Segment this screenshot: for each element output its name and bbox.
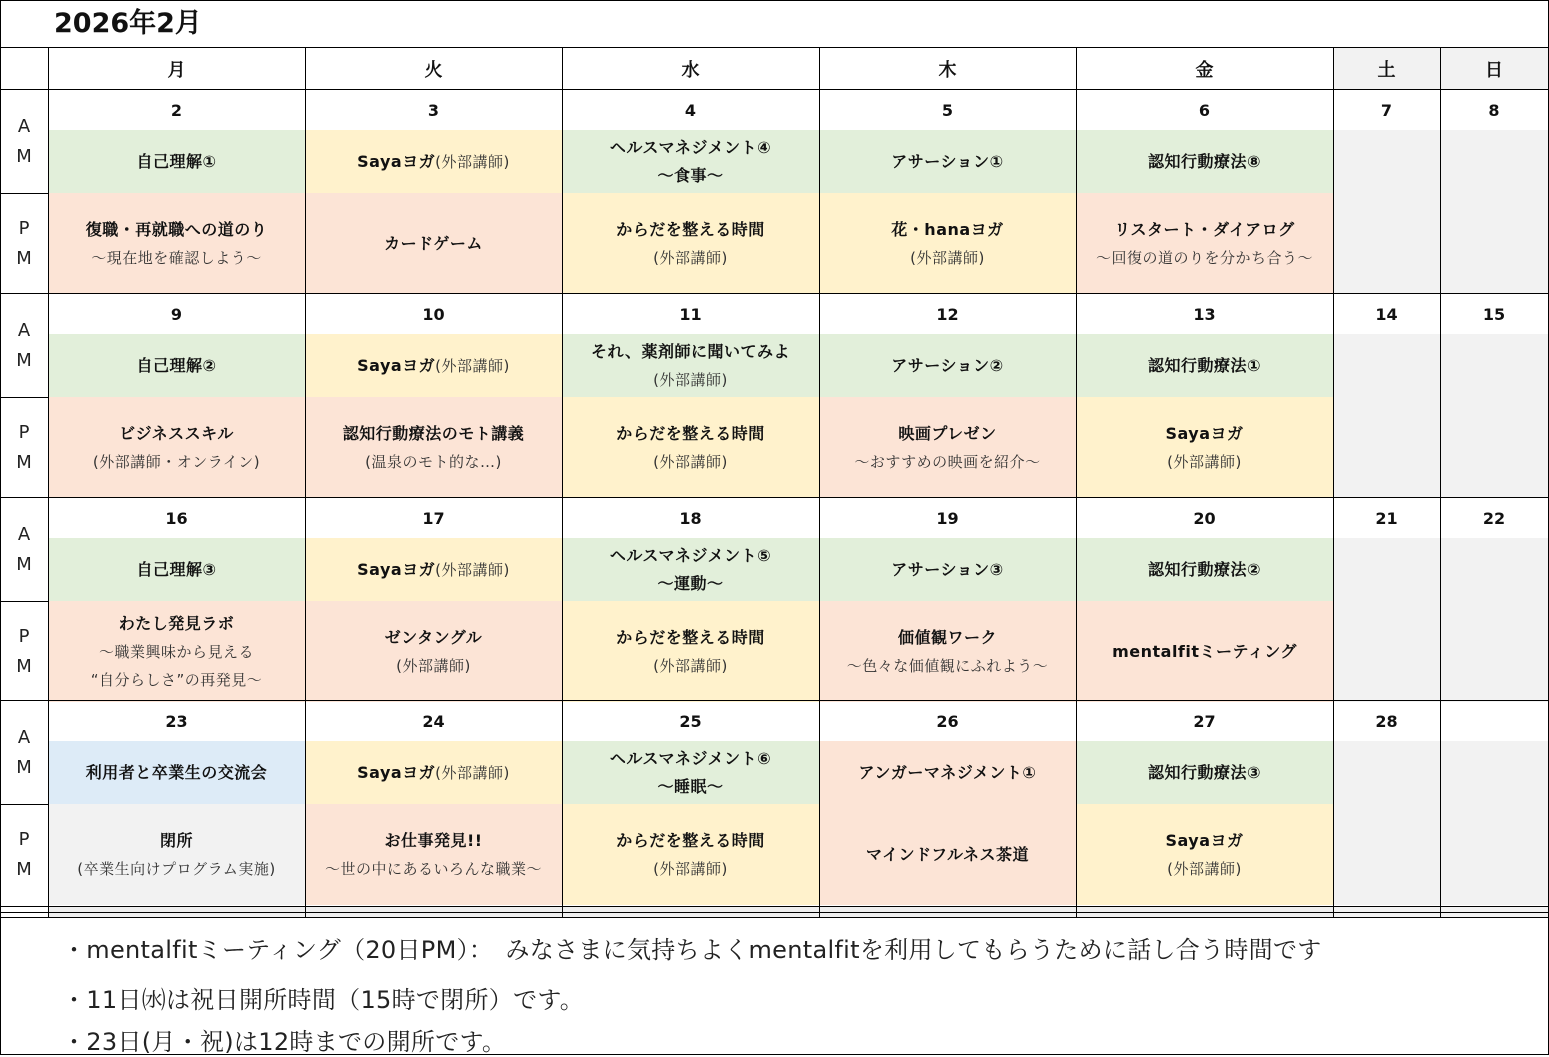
grid-line — [0, 89, 1549, 90]
am-label-char: M — [16, 553, 32, 575]
program-subtitle: (外部講師) — [653, 370, 728, 389]
grid-line — [0, 601, 48, 602]
program-title — [86, 216, 268, 244]
program-cell — [562, 397, 819, 498]
weekend-empty-cell — [1440, 130, 1548, 294]
program-cell — [1076, 397, 1333, 498]
program-title-text: からだを整える時間 — [616, 423, 765, 443]
program-cell — [48, 193, 305, 294]
program-cell — [819, 193, 1076, 294]
program-cell — [48, 334, 305, 397]
grid-line — [0, 397, 48, 398]
program-note: (外部講師) — [435, 356, 510, 375]
program-title-text: カードゲーム — [384, 233, 483, 253]
weekend-empty-cell — [1333, 741, 1440, 905]
program-cell — [562, 193, 819, 294]
program-cell — [562, 538, 819, 601]
program-cell — [819, 130, 1076, 193]
am-label-char: M — [16, 349, 32, 371]
program-title-text: Sayaヨガ — [357, 355, 436, 375]
program-cell — [562, 601, 819, 702]
program-title — [1114, 216, 1294, 244]
date-number: 22 — [1482, 508, 1506, 528]
grid-line — [0, 700, 1549, 701]
program-cell — [305, 538, 562, 601]
program-title — [384, 230, 483, 258]
weekend-empty-cell — [1440, 538, 1548, 702]
date-number: 19 — [936, 508, 959, 528]
program-title — [891, 216, 1003, 244]
grid-line — [819, 47, 820, 918]
program-title-text: からだを整える時間 — [616, 219, 765, 239]
grid-line — [0, 497, 1549, 498]
program-subtitle: (卒業生向けプログラム実施) — [77, 859, 276, 878]
program-title — [357, 148, 510, 176]
program-title-text: それ、薬剤師に聞いてみよ — [591, 341, 790, 361]
program-cell — [305, 601, 562, 702]
program-title-text: 映画プレゼン — [898, 423, 997, 443]
program-title-text: アンガーマネジメント① — [858, 762, 1037, 782]
program-title — [119, 610, 235, 638]
program-title-text: 自己理解② — [136, 355, 217, 375]
date-number: 15 — [1482, 304, 1506, 324]
grid-line — [0, 0, 1, 1055]
program-title-text: ヘルスマネジメント⑤ — [609, 545, 772, 565]
program-subtitle: (外部講師) — [1167, 452, 1242, 471]
date-number: 28 — [1375, 711, 1398, 731]
am-label — [0, 701, 48, 804]
program-title — [1148, 759, 1261, 787]
program-cell — [305, 397, 562, 498]
program-title — [1148, 352, 1261, 380]
weekend-empty-cell — [1333, 538, 1440, 702]
program-cell — [48, 538, 305, 601]
program-cell — [1076, 193, 1333, 294]
grid-line — [0, 912, 1549, 913]
weekday-header: 日 — [1440, 48, 1548, 90]
program-title-text: 価値観ワーク — [897, 627, 997, 647]
program-title-text: mentalfitミーティング — [1112, 641, 1297, 661]
date-number — [1440, 701, 1548, 741]
program-title — [86, 759, 268, 787]
am-label-char: M — [16, 756, 32, 778]
pm-label-char: M — [16, 858, 32, 880]
page-title: 2026年2月 — [54, 8, 202, 39]
program-note: (外部講師) — [435, 560, 510, 579]
footnote: ・mentalfitミーティング（20日PM）： みなさまに気持ちよくmentalfitを利用してもらうために話し合う時間です — [62, 936, 1322, 964]
weekday-header: 金 — [1076, 48, 1333, 90]
pm-label-char: P — [18, 828, 30, 850]
pm-label-char: P — [18, 625, 30, 647]
program-title — [1165, 420, 1243, 448]
grid-line — [0, 0, 1549, 1]
program-title-text: からだを整える時間 — [616, 627, 765, 647]
date-number: 24 — [422, 711, 445, 731]
program-title-text: わたし発見ラボ — [118, 613, 235, 633]
program-title — [891, 148, 1003, 176]
program-title — [866, 841, 1029, 869]
am-label — [0, 498, 48, 601]
program-cell — [48, 741, 305, 804]
program-title-text: 認知行動療法② — [1147, 559, 1262, 579]
program-subtitle: ～回復の道のりを分かち合う～ — [1095, 248, 1313, 267]
program-title — [384, 827, 482, 855]
pm-label — [0, 601, 48, 702]
pm-label-char: M — [16, 655, 32, 677]
date-number: 18 — [679, 508, 702, 528]
footnote: ・23日(月・祝)は12時までの開所です。 — [62, 1028, 507, 1056]
am-label-char: A — [17, 726, 31, 748]
program-title — [610, 745, 771, 773]
program-title — [357, 759, 510, 787]
program-cell — [562, 804, 819, 905]
program-title — [343, 420, 525, 448]
program-cell — [562, 334, 819, 397]
program-title-text: 認知行動療法① — [1147, 355, 1262, 375]
weekend-empty-cell — [1333, 334, 1440, 498]
pm-label — [0, 397, 48, 498]
pm-label-char: P — [18, 421, 30, 443]
program-title-text: 花・hanaヨガ — [891, 219, 1004, 239]
program-subtitle: (外部講師) — [910, 248, 985, 267]
program-cell — [48, 804, 305, 905]
program-title-text: アサーション① — [891, 151, 1004, 171]
program-title — [591, 338, 790, 366]
program-title — [1165, 827, 1243, 855]
program-subtitle: ～運動～ — [657, 573, 724, 593]
program-cell — [305, 334, 562, 397]
program-title — [357, 556, 510, 584]
program-title — [891, 556, 1003, 584]
date-number: 27 — [1193, 711, 1216, 731]
weekday-header: 木 — [819, 48, 1076, 90]
grid-line — [1440, 47, 1441, 918]
program-cell — [819, 397, 1076, 498]
date-number: 13 — [1193, 304, 1216, 324]
program-cell — [305, 741, 562, 804]
date-number: 10 — [422, 304, 445, 324]
am-label-char: A — [17, 319, 31, 341]
date-number: 17 — [422, 508, 445, 528]
program-title — [119, 420, 234, 448]
date-number: 14 — [1375, 304, 1398, 324]
program-title-text: 認知行動療法③ — [1147, 762, 1262, 782]
program-title — [616, 827, 765, 855]
weekday-header: 水 — [562, 48, 819, 90]
weekday-header: 土 — [1333, 48, 1440, 90]
program-subtitle: (外部講師・オンライン) — [92, 452, 261, 471]
program-cell — [819, 741, 1076, 804]
program-title — [616, 624, 765, 652]
program-title-text: アサーション③ — [891, 559, 1004, 579]
program-title-text: アサーション② — [891, 355, 1004, 375]
program-title — [357, 352, 510, 380]
pm-label-char: P — [18, 217, 30, 239]
program-title — [385, 624, 483, 652]
program-title — [610, 542, 771, 570]
date-number: 8 — [1488, 100, 1500, 120]
program-subtitle: ～色々な価値観にふれよう～ — [846, 656, 1049, 675]
weekday-header: 月 — [48, 48, 305, 90]
program-title — [136, 556, 216, 584]
program-note: (外部講師) — [435, 152, 510, 171]
program-title-text: 閉所 — [159, 830, 193, 850]
program-cell — [819, 538, 1076, 601]
program-title-text: Sayaヨガ — [1165, 423, 1244, 443]
date-number: 5 — [941, 100, 954, 120]
program-cell — [1076, 741, 1333, 804]
grid-line — [0, 917, 1549, 918]
program-title — [610, 134, 771, 162]
am-label — [0, 90, 48, 193]
program-title — [1112, 638, 1297, 666]
program-title — [616, 420, 765, 448]
pm-label-char: M — [16, 247, 32, 269]
program-title-text: 認知行動療法⑧ — [1147, 151, 1262, 171]
program-cell — [1076, 804, 1333, 905]
program-subtitle: ～職業興味から見える — [98, 642, 254, 661]
program-title — [136, 352, 216, 380]
program-cell — [819, 334, 1076, 397]
program-title-text: Sayaヨガ — [357, 151, 436, 171]
weekend-empty-cell — [1333, 130, 1440, 294]
program-title-text: ゼンタングル — [384, 627, 483, 647]
program-title-text: ヘルスマネジメント⑥ — [609, 748, 772, 768]
program-cell — [562, 741, 819, 804]
grid-line — [1076, 47, 1077, 918]
program-title — [898, 420, 996, 448]
grid-line — [48, 47, 49, 918]
program-title — [1148, 148, 1261, 176]
grid-line — [305, 47, 306, 918]
program-cell — [48, 397, 305, 498]
program-title-text: 自己理解③ — [136, 559, 217, 579]
program-subtitle: (外部講師) — [653, 859, 728, 878]
program-subtitle: ～世の中にあるいろんな職業～ — [324, 859, 542, 878]
weekday-header: 火 — [305, 48, 562, 90]
program-subtitle: (外部講師) — [1167, 859, 1242, 878]
program-title — [1148, 556, 1261, 584]
am-label-char: A — [17, 523, 31, 545]
program-title-text: ビジネススキル — [119, 423, 234, 443]
date-number: 4 — [684, 100, 697, 120]
grid-line — [0, 193, 48, 194]
program-title-text: 復職・再就職への道のり — [85, 219, 268, 239]
grid-line — [0, 293, 1549, 294]
date-number: 11 — [679, 304, 702, 324]
am-label-char: A — [17, 115, 31, 137]
date-number: 12 — [936, 304, 959, 324]
pm-label — [0, 804, 48, 905]
program-title-text: 自己理解① — [136, 151, 217, 171]
date-number: 9 — [170, 304, 183, 324]
weekend-empty-cell — [1440, 741, 1548, 905]
program-title-text: 利用者と卒業生の交流会 — [85, 762, 268, 782]
program-title-text: Sayaヨガ — [357, 762, 436, 782]
date-number: 25 — [679, 711, 702, 731]
grid-line — [0, 804, 48, 805]
program-cell — [305, 804, 562, 905]
program-subtitle: (温泉のモト的な…) — [365, 452, 502, 471]
program-subtitle: (外部講師) — [396, 656, 471, 675]
program-title-text: ヘルスマネジメント④ — [609, 137, 772, 157]
grid-line — [562, 47, 563, 918]
program-cell — [305, 130, 562, 193]
date-number: 20 — [1193, 508, 1216, 528]
date-number: 6 — [1198, 100, 1211, 120]
program-note: (外部講師) — [435, 763, 510, 782]
am-label-char: M — [16, 145, 32, 167]
program-title — [898, 624, 997, 652]
program-cell — [48, 130, 305, 193]
program-title-text: リスタート・ダイアログ — [1114, 219, 1295, 239]
program-cell — [48, 601, 305, 702]
program-title — [859, 759, 1037, 787]
program-cell — [562, 130, 819, 193]
pm-label — [0, 193, 48, 294]
program-subtitle: ～おすすめの映画を紹介～ — [854, 452, 1041, 471]
program-subtitle: (外部講師) — [653, 248, 728, 267]
program-subtitle: ～食事～ — [657, 165, 724, 185]
program-subtitle: (外部講師) — [653, 452, 728, 471]
program-cell — [819, 601, 1076, 702]
program-cell — [819, 804, 1076, 905]
program-cell — [1076, 601, 1333, 702]
program-subtitle: ～現在地を確認しよう～ — [91, 248, 262, 267]
date-number: 3 — [427, 100, 440, 120]
program-cell — [1076, 334, 1333, 397]
program-title — [616, 216, 765, 244]
grid-line — [0, 47, 1549, 48]
program-title — [136, 148, 216, 176]
grid-line — [1333, 47, 1334, 918]
program-title-text: Sayaヨガ — [357, 559, 436, 579]
program-title — [160, 827, 193, 855]
program-subtitle: ～睡眠～ — [657, 776, 724, 796]
date-number: 23 — [165, 711, 188, 731]
date-number: 26 — [936, 711, 959, 731]
program-title — [891, 352, 1003, 380]
weekend-empty-cell — [1440, 334, 1548, 498]
program-subtitle: (外部講師) — [653, 656, 728, 675]
am-label — [0, 294, 48, 397]
pm-label-char: M — [16, 451, 32, 473]
footnote: ・11日㈬は祝日開所時間（15時で閉所）です。 — [62, 986, 585, 1014]
date-number: 16 — [165, 508, 188, 528]
program-title-text: からだを整える時間 — [616, 830, 765, 850]
program-cell — [1076, 130, 1333, 193]
program-subtitle: “自分らしさ”の再発見～ — [90, 670, 263, 689]
program-cell — [1076, 538, 1333, 601]
program-title-text: お仕事発見!! — [384, 830, 483, 850]
program-cell — [305, 193, 562, 294]
program-title-text: 認知行動療法のモト講義 — [342, 423, 525, 443]
date-number: 2 — [170, 100, 183, 120]
date-number: 7 — [1380, 100, 1393, 120]
program-title-text: マインドフルネス茶道 — [865, 844, 1030, 864]
grid-line — [0, 906, 1549, 907]
program-title-text: Sayaヨガ — [1165, 830, 1244, 850]
date-number: 21 — [1375, 508, 1398, 528]
